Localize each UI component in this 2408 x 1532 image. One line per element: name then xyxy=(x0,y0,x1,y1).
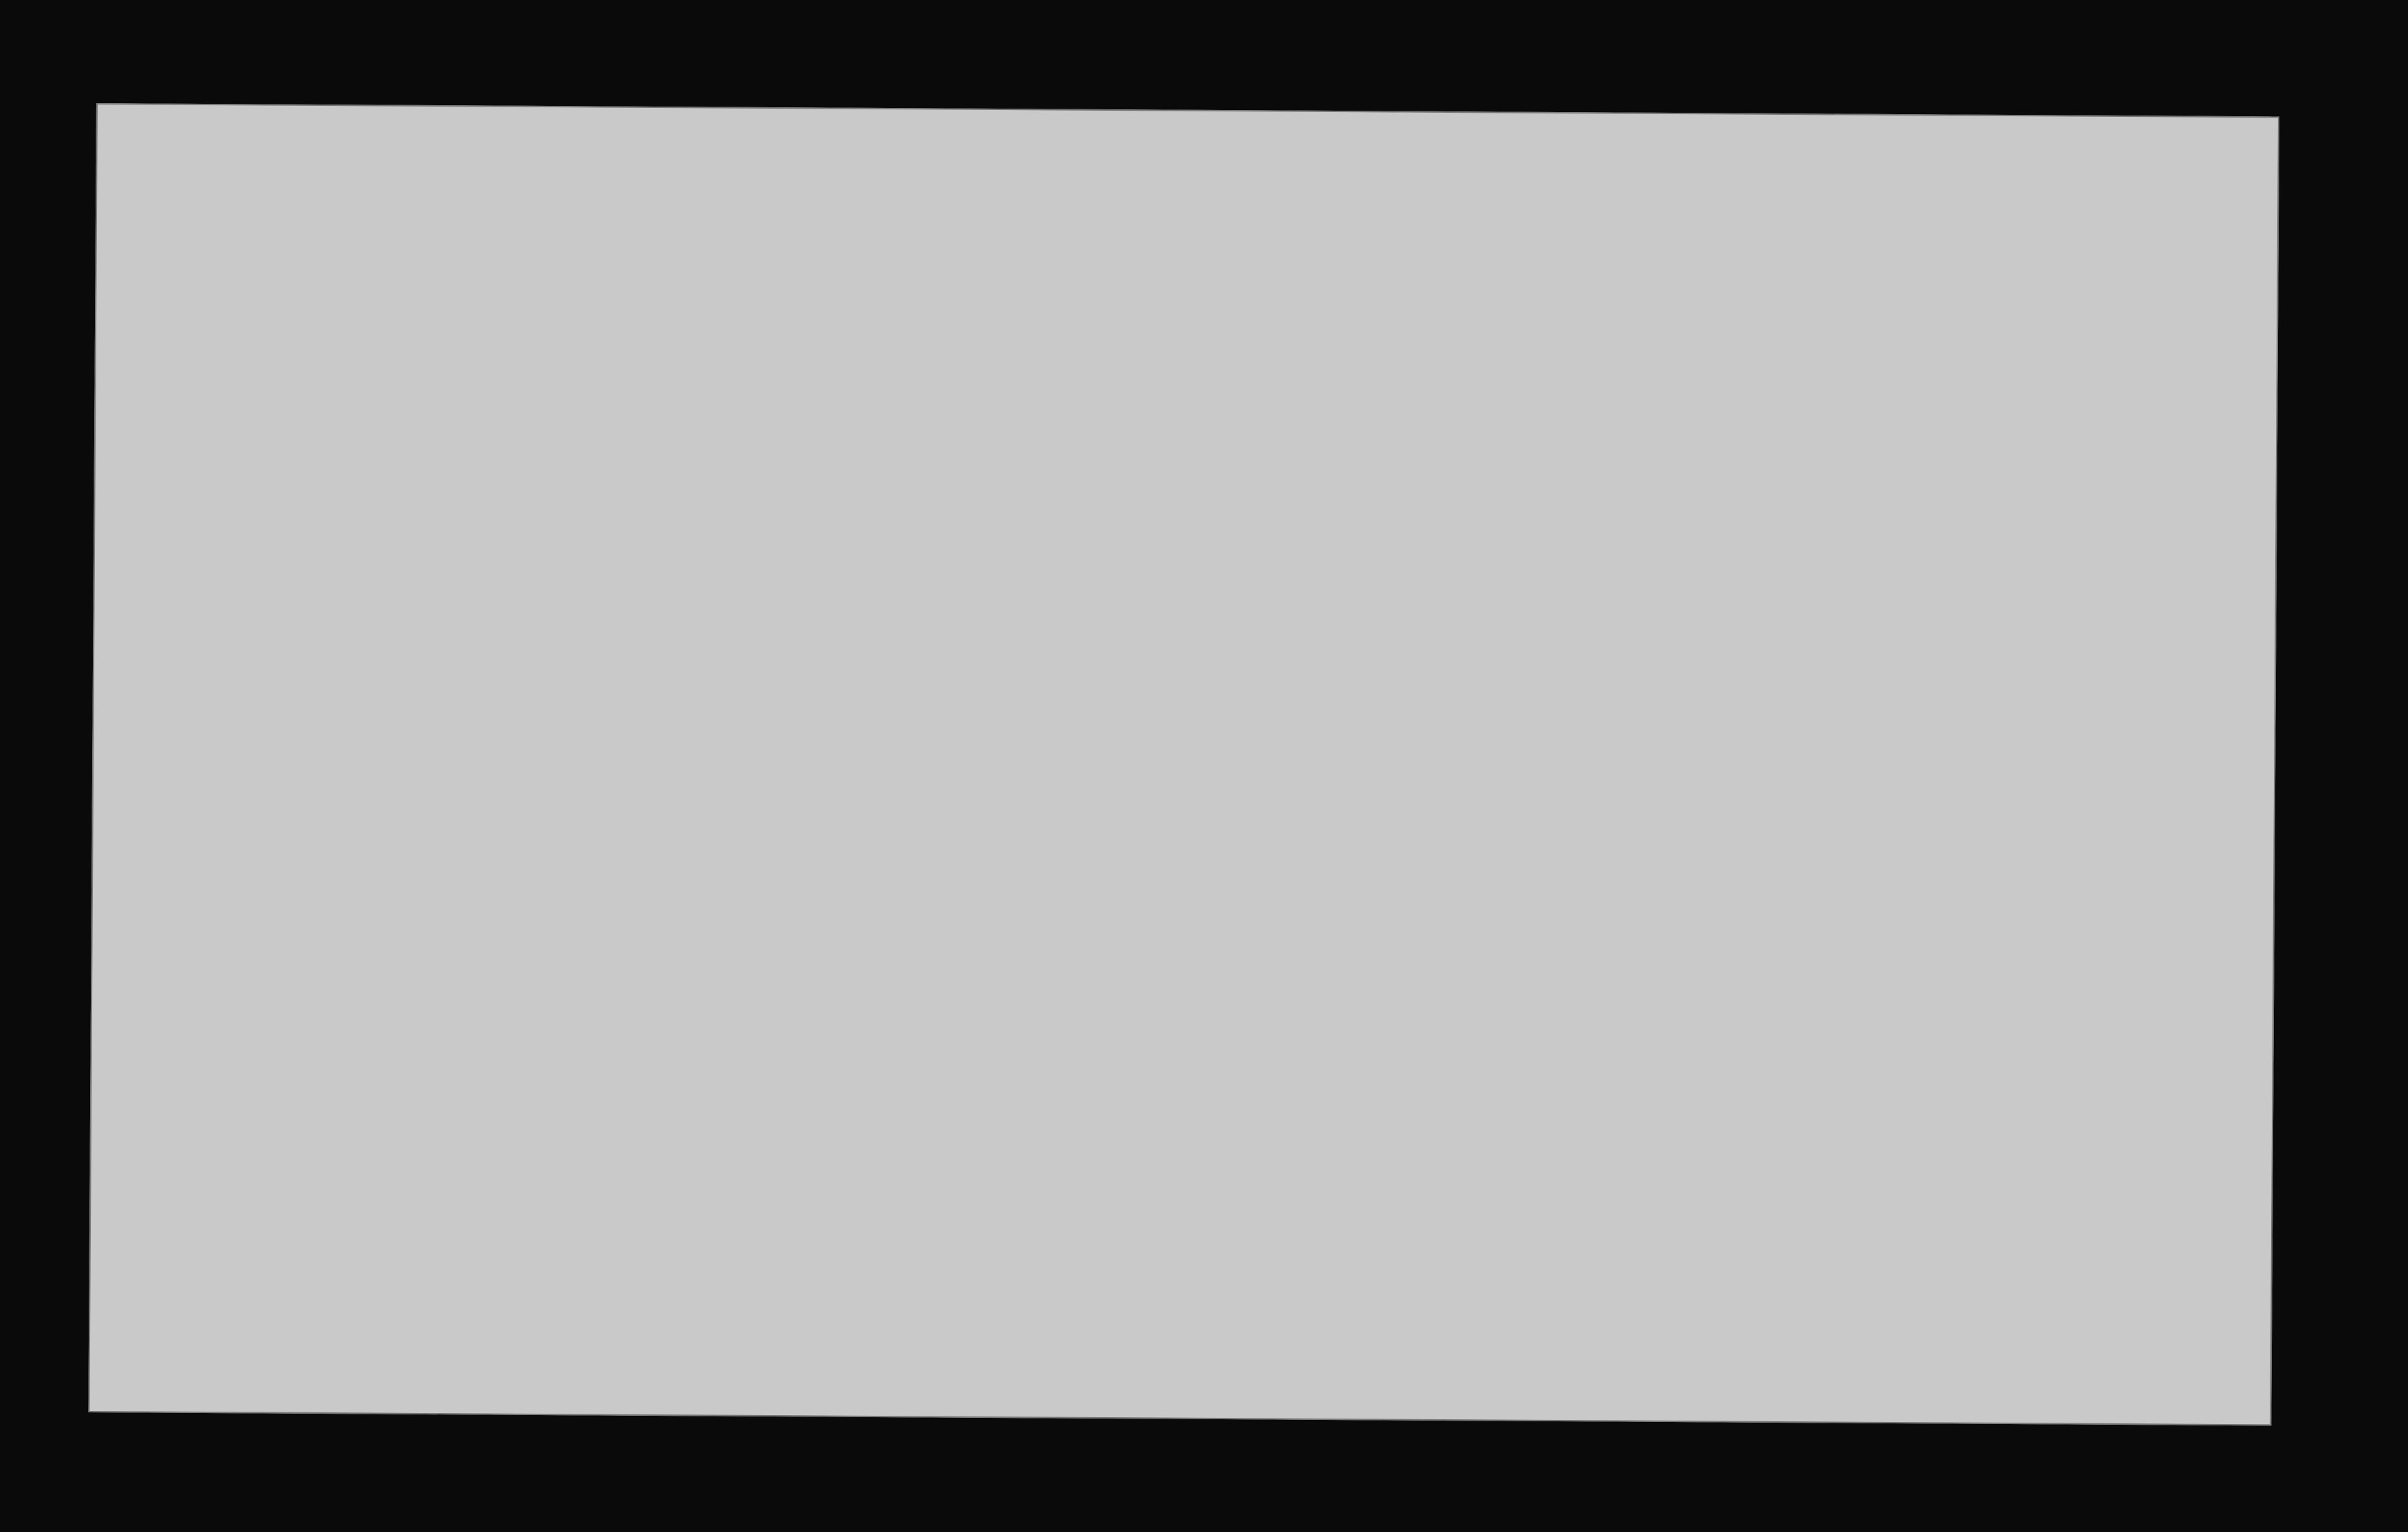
census-card xyxy=(88,103,2279,1425)
card-grid xyxy=(89,105,2278,1424)
